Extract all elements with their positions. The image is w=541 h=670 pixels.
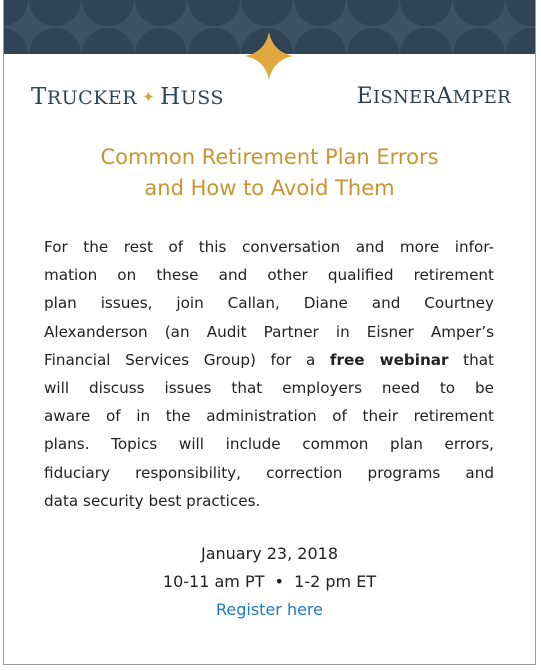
banner-circle xyxy=(294,28,346,80)
description-paragraph xyxy=(44,233,494,515)
body-line: Financial Services Group) for a free webinar that xyxy=(44,350,494,369)
title-line-1: Common Retirement Plan Errors xyxy=(100,145,439,169)
bullet-separator: • xyxy=(274,572,284,591)
gold-diamond-icon: ✦ xyxy=(142,88,156,106)
page-title xyxy=(4,142,535,204)
body-line: mation on these and other qualified retirement xyxy=(44,266,494,285)
register-link[interactable]: Register here xyxy=(215,600,323,619)
decorative-banner xyxy=(4,0,535,54)
banner-circle xyxy=(188,28,240,80)
banner-circle xyxy=(29,28,81,80)
event-details xyxy=(4,540,535,624)
banner-circle xyxy=(347,28,399,80)
eisneramper-logo: EISNERAMPER xyxy=(356,84,511,109)
banner-circle xyxy=(82,28,134,80)
trucker-huss-logo: TRUCKER ✦ HUSS xyxy=(31,84,224,110)
body-line: data security best practices. xyxy=(44,491,261,510)
banner-circle xyxy=(135,28,187,80)
body-line: plan issues, join Callan, Diane and Courtney xyxy=(44,294,494,313)
event-date: January 23, 2018 xyxy=(201,544,338,563)
body-line: will discuss issues that employers need to be xyxy=(44,379,494,398)
body-line: For the rest of this conversation and more infor- xyxy=(44,238,494,256)
banner-circle xyxy=(453,28,505,80)
event-times: 10-11 am PT • 1-2 pm ET xyxy=(162,572,377,591)
body-line: aware of in the administration of their retirement xyxy=(44,407,494,426)
title-line-2: and How to Avoid Them xyxy=(144,176,395,200)
banner-pattern xyxy=(4,0,535,80)
logo-row xyxy=(4,84,535,112)
webinar-card xyxy=(3,0,536,665)
body-line: Alexanderson (an Audit Partner in Eisner Amper’s xyxy=(44,322,494,341)
banner-circle xyxy=(400,28,452,80)
body-line: fiduciary responsibility, correction programs and xyxy=(44,463,494,482)
body-line: plans. Topics will include common plan errors, xyxy=(44,435,494,454)
free-webinar-emphasis: free webinar xyxy=(329,350,449,369)
